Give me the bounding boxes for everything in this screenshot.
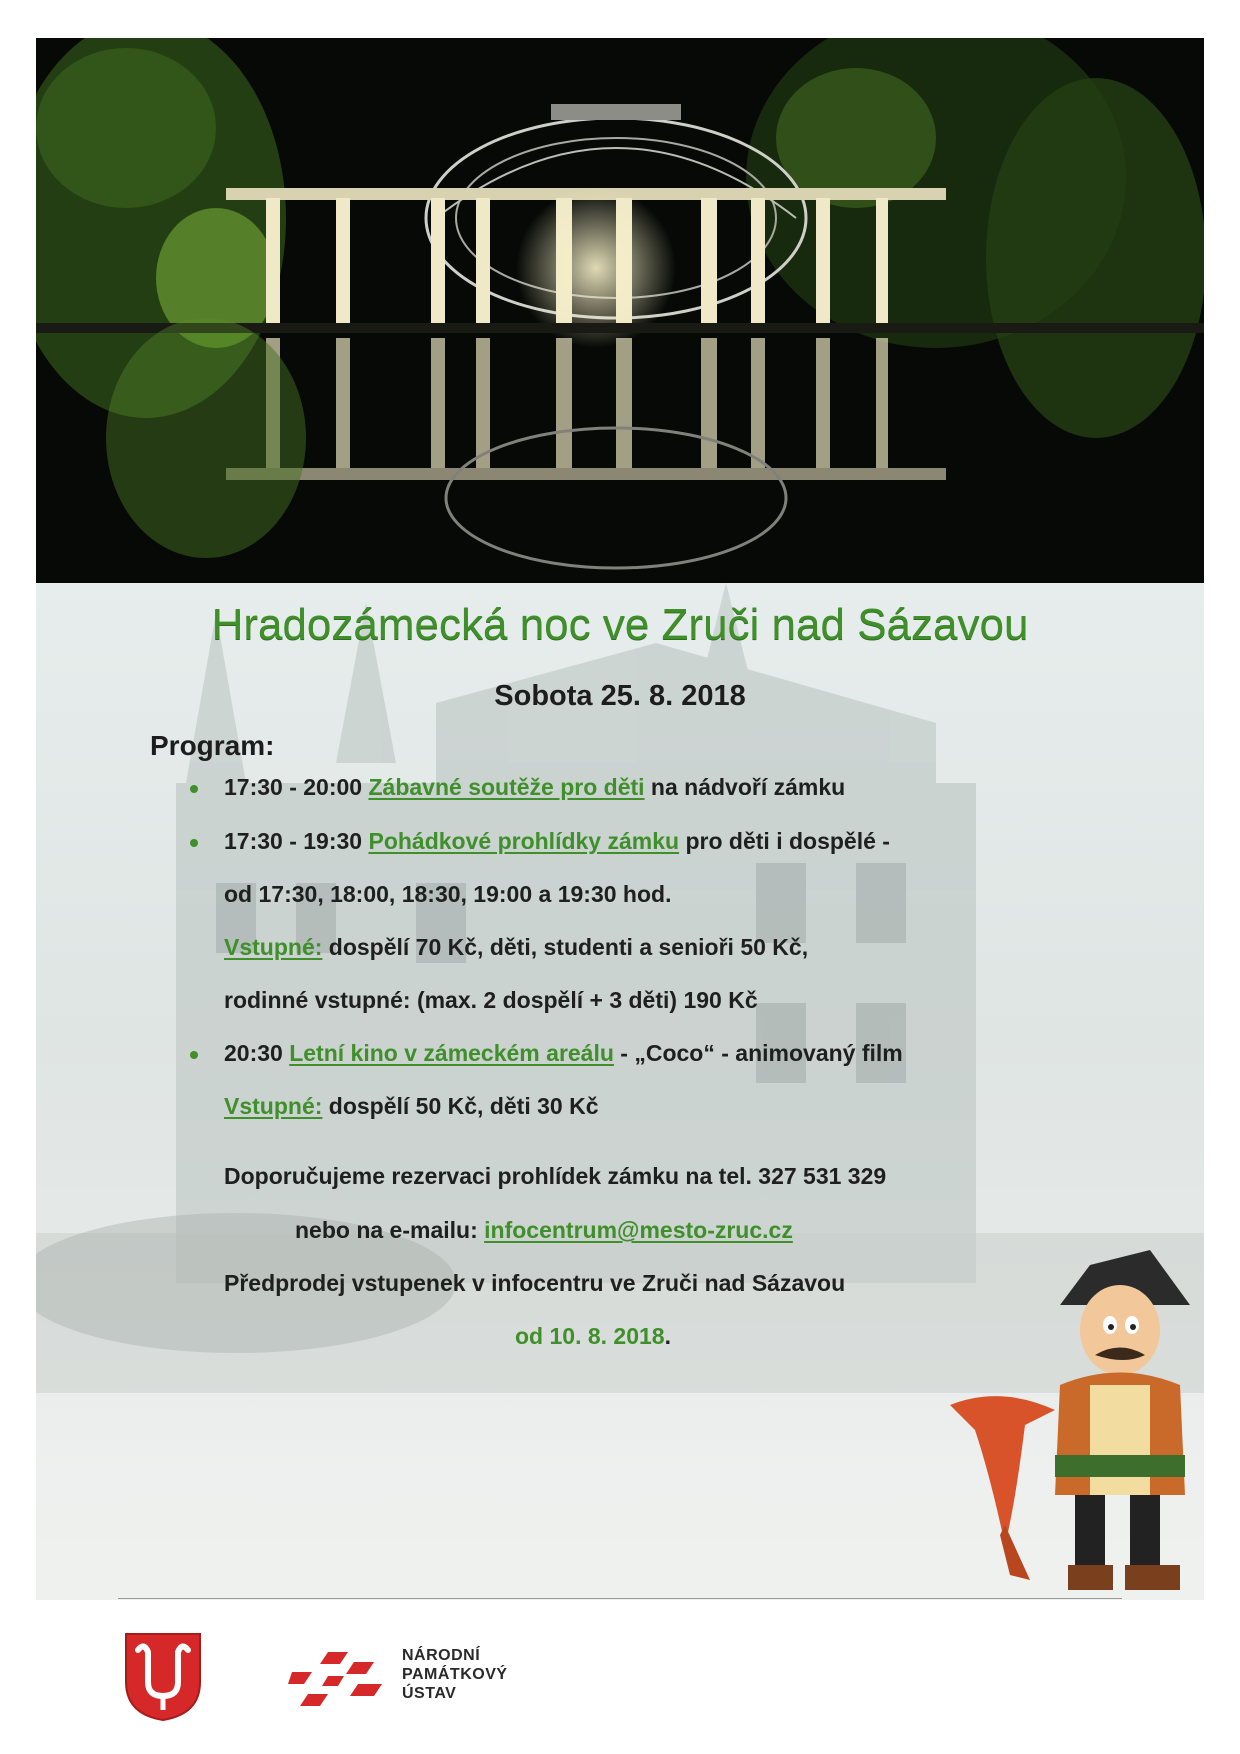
npu-label [402, 1646, 508, 1703]
item-link[interactable]: Pohádkové prohlídky zámku [368, 828, 680, 854]
npu-logo [288, 1650, 386, 1710]
presale-date: od 10. 8. 2018 [515, 1323, 665, 1349]
program-item-2 [224, 828, 890, 855]
npu-line: ÚSTAV [402, 1685, 457, 1702]
npu-line: PAMÁTKOVÝ [402, 1666, 508, 1683]
program-item-1 [224, 774, 845, 801]
event-date: Sobota 25. 8. 2018 [494, 680, 746, 712]
item-time: 17:30 - 20:00 [224, 774, 363, 800]
item-description: pro děti i dospělé - [679, 828, 890, 854]
email-link[interactable]: infocentrum@mesto-zruc.cz [484, 1217, 793, 1243]
family-price: rodinné vstupné: (max. 2 dospělí + 3 děti) 190 Kč [224, 987, 758, 1013]
presale-date-line [515, 1323, 671, 1350]
price-label-link[interactable]: Vstupné: [224, 934, 323, 960]
email-prefix: nebo na e-mailu: [295, 1217, 485, 1243]
reservation-note: Doporučujeme rezervaci prohlídek zámku na tel. 327 531 329 [224, 1163, 887, 1189]
item-description: na nádvoří zámku [644, 774, 846, 800]
item-time: 20:30 [224, 1040, 283, 1066]
item-tour-times: od 17:30, 18:00, 18:30, 19:00 a 19:30 hod. [224, 881, 672, 907]
price-label-link[interactable]: Vstupné: [224, 1093, 323, 1119]
npu-line: NÁRODNÍ [402, 1647, 481, 1664]
price-text: dospělí 50 Kč, děti 30 Kč [322, 1093, 599, 1119]
town-crest-logo [124, 1632, 202, 1722]
cartoon-mascot-illustration [950, 1245, 1210, 1600]
item-price [224, 1093, 599, 1120]
price-text: dospělí 70 Kč, děti, studenti a senioři 50 Kč, [322, 934, 809, 960]
email-line [295, 1217, 793, 1244]
item-link[interactable]: Letní kino v zámeckém areálu [289, 1040, 614, 1066]
footer-divider [118, 1598, 1122, 1599]
bullet-icon [190, 785, 198, 793]
program-item-3 [224, 1040, 903, 1067]
item-time: 17:30 - 19:30 [224, 828, 363, 854]
bullet-icon [190, 839, 198, 847]
item-description: - „Coco“ - animovaný film [613, 1040, 903, 1066]
item-link[interactable]: Zábavné soutěže pro děti [368, 774, 645, 800]
program-heading: Program: [150, 730, 275, 761]
page-title: Hradozámecká noc ve Zruči nad Sázavou [211, 600, 1029, 649]
gazebo-night-photo [36, 38, 1204, 583]
presale-note: Předprodej vstupenek v infocentru ve Zruči nad Sázavou [224, 1270, 846, 1296]
presale-dot: . [664, 1323, 671, 1349]
bullet-icon [190, 1051, 198, 1059]
item-price [224, 934, 808, 961]
